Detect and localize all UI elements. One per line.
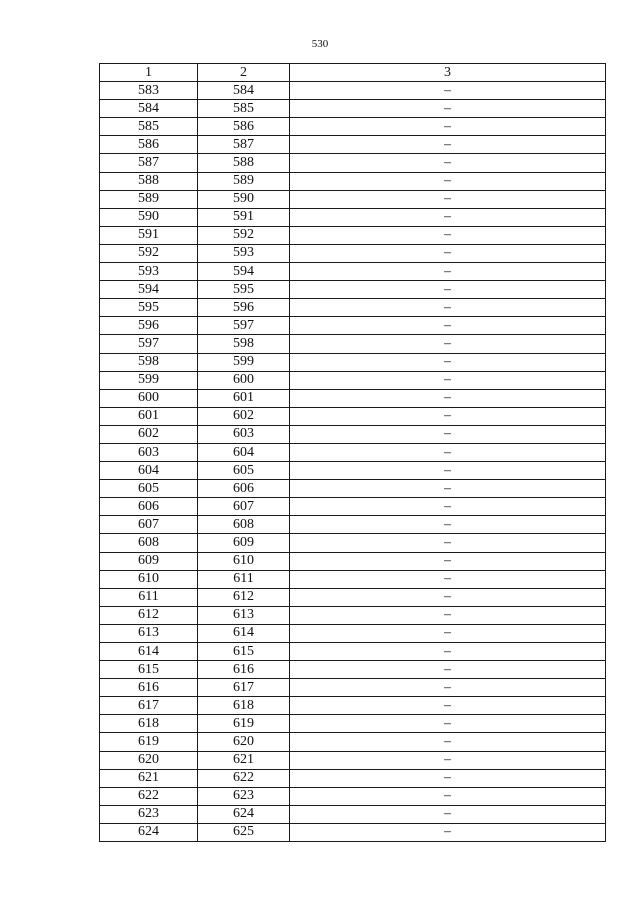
table-cell-col-3: – <box>290 805 606 823</box>
table-row <box>100 498 606 516</box>
table-header <box>100 64 606 82</box>
table-cell-col-2: 611 <box>198 570 290 588</box>
table-cell-col-1: 603 <box>100 443 198 461</box>
table-cell-col-1: 617 <box>100 697 198 715</box>
table-cell-col-2: 597 <box>198 317 290 335</box>
table-cell-col-3: – <box>290 823 606 841</box>
table-cell-col-1: 620 <box>100 751 198 769</box>
table-cell-col-1: 610 <box>100 570 198 588</box>
table-cell-col-3: – <box>290 100 606 118</box>
table-row <box>100 462 606 480</box>
table-row <box>100 624 606 642</box>
table-cell-col-3: – <box>290 335 606 353</box>
table-cell-col-1: 615 <box>100 661 198 679</box>
column-header-2: 2 <box>198 64 290 82</box>
table-cell-col-2: 593 <box>198 244 290 262</box>
table-cell-col-1: 585 <box>100 118 198 136</box>
table-cell-col-2: 598 <box>198 335 290 353</box>
table-row <box>100 733 606 751</box>
table-cell-col-3: – <box>290 172 606 190</box>
table-cell-col-3: – <box>290 534 606 552</box>
table-cell-col-2: 621 <box>198 751 290 769</box>
table-cell-col-1: 599 <box>100 371 198 389</box>
table-cell-col-2: 605 <box>198 462 290 480</box>
table-cell-col-3: – <box>290 570 606 588</box>
table-cell-col-3: – <box>290 407 606 425</box>
table-cell-col-1: 598 <box>100 353 198 371</box>
table-cell-col-2: 584 <box>198 82 290 100</box>
table-cell-col-1: 602 <box>100 425 198 443</box>
table-cell-col-1: 595 <box>100 299 198 317</box>
table-row <box>100 244 606 262</box>
table-cell-col-3: – <box>290 317 606 335</box>
table-cell-col-1: 605 <box>100 480 198 498</box>
table-cell-col-3: – <box>290 208 606 226</box>
table-cell-col-3: – <box>290 263 606 281</box>
table-cell-col-2: 591 <box>198 208 290 226</box>
table-row <box>100 661 606 679</box>
header-row <box>100 64 606 82</box>
table-cell-col-2: 606 <box>198 480 290 498</box>
table-cell-col-3: – <box>290 118 606 136</box>
table-cell-col-1: 590 <box>100 208 198 226</box>
table-cell-col-2: 618 <box>198 697 290 715</box>
table-cell-col-3: – <box>290 751 606 769</box>
table-cell-col-2: 619 <box>198 715 290 733</box>
table-cell-col-3: – <box>290 371 606 389</box>
table-row <box>100 443 606 461</box>
table-row <box>100 588 606 606</box>
page-number: 530 <box>311 38 329 50</box>
table-row <box>100 389 606 407</box>
table-cell-col-1: 619 <box>100 733 198 751</box>
table-cell-col-3: – <box>290 480 606 498</box>
table-row <box>100 787 606 805</box>
table-cell-col-3: – <box>290 588 606 606</box>
table-cell-col-3: – <box>290 244 606 262</box>
table-cell-col-2: 608 <box>198 516 290 534</box>
table-cell-col-3: – <box>290 190 606 208</box>
table-cell-col-2: 615 <box>198 643 290 661</box>
table-row <box>100 353 606 371</box>
table-cell-col-1: 611 <box>100 588 198 606</box>
table-cell-col-1: 621 <box>100 769 198 787</box>
table-cell-col-2: 595 <box>198 281 290 299</box>
table-cell-col-1: 583 <box>100 82 198 100</box>
table-cell-col-1: 593 <box>100 263 198 281</box>
table-row <box>100 208 606 226</box>
table-row <box>100 643 606 661</box>
table-cell-col-2: 616 <box>198 661 290 679</box>
table-cell-col-2: 603 <box>198 425 290 443</box>
table-row <box>100 263 606 281</box>
table-row <box>100 805 606 823</box>
table-cell-col-2: 589 <box>198 172 290 190</box>
table-cell-col-1: 587 <box>100 154 198 172</box>
table-row <box>100 407 606 425</box>
table-cell-col-1: 592 <box>100 244 198 262</box>
table-cell-col-2: 610 <box>198 552 290 570</box>
table-cell-col-1: 589 <box>100 190 198 208</box>
table-cell-col-1: 606 <box>100 498 198 516</box>
table-cell-col-3: – <box>290 299 606 317</box>
table-cell-col-2: 599 <box>198 353 290 371</box>
table-row <box>100 606 606 624</box>
table-row <box>100 100 606 118</box>
table-cell-col-1: 623 <box>100 805 198 823</box>
table-cell-col-2: 600 <box>198 371 290 389</box>
table-row <box>100 317 606 335</box>
table-cell-col-1: 591 <box>100 226 198 244</box>
table-row <box>100 425 606 443</box>
table-row <box>100 769 606 787</box>
table-cell-col-2: 592 <box>198 226 290 244</box>
table-cell-col-3: – <box>290 353 606 371</box>
table-cell-col-1: 597 <box>100 335 198 353</box>
table-cell-col-3: – <box>290 389 606 407</box>
table-cell-col-1: 596 <box>100 317 198 335</box>
table-row <box>100 679 606 697</box>
table-cell-col-2: 614 <box>198 624 290 642</box>
table-row <box>100 172 606 190</box>
table-row <box>100 751 606 769</box>
table-cell-col-2: 596 <box>198 299 290 317</box>
column-header-1: 1 <box>100 64 198 82</box>
table-cell-col-3: – <box>290 679 606 697</box>
table-cell-col-1: 604 <box>100 462 198 480</box>
table-cell-col-3: – <box>290 606 606 624</box>
table-cell-col-2: 588 <box>198 154 290 172</box>
table-cell-col-2: 607 <box>198 498 290 516</box>
table-cell-col-2: 625 <box>198 823 290 841</box>
table-cell-col-1: 616 <box>100 679 198 697</box>
table-cell-col-1: 607 <box>100 516 198 534</box>
table-row <box>100 154 606 172</box>
table-cell-col-2: 617 <box>198 679 290 697</box>
table-cell-col-3: – <box>290 154 606 172</box>
table-cell-col-2: 585 <box>198 100 290 118</box>
table-cell-col-3: – <box>290 769 606 787</box>
table-cell-col-2: 601 <box>198 389 290 407</box>
table-cell-col-3: – <box>290 661 606 679</box>
table-cell-col-1: 594 <box>100 281 198 299</box>
table-cell-col-3: – <box>290 443 606 461</box>
table-cell-col-1: 584 <box>100 100 198 118</box>
table-cell-col-2: 590 <box>198 190 290 208</box>
table-cell-col-2: 612 <box>198 588 290 606</box>
table-cell-col-1: 608 <box>100 534 198 552</box>
table-row <box>100 118 606 136</box>
table-row <box>100 190 606 208</box>
table-row <box>100 371 606 389</box>
table-cell-col-1: 622 <box>100 787 198 805</box>
table-row <box>100 226 606 244</box>
data-table <box>99 63 606 842</box>
table-row <box>100 335 606 353</box>
table-cell-col-1: 586 <box>100 136 198 154</box>
table-cell-col-3: – <box>290 82 606 100</box>
table-cell-col-1: 600 <box>100 389 198 407</box>
table-row <box>100 516 606 534</box>
table-cell-col-1: 612 <box>100 606 198 624</box>
table-row <box>100 82 606 100</box>
column-header-3: 3 <box>290 64 606 82</box>
table-row <box>100 715 606 733</box>
table-row <box>100 552 606 570</box>
table-cell-col-2: 624 <box>198 805 290 823</box>
table-cell-col-2: 594 <box>198 263 290 281</box>
table-cell-col-1: 614 <box>100 643 198 661</box>
table-cell-col-2: 587 <box>198 136 290 154</box>
table-cell-col-1: 588 <box>100 172 198 190</box>
table-cell-col-1: 601 <box>100 407 198 425</box>
table-cell-col-2: 586 <box>198 118 290 136</box>
table-cell-col-2: 623 <box>198 787 290 805</box>
table-row <box>100 299 606 317</box>
table-cell-col-2: 620 <box>198 733 290 751</box>
table-cell-col-1: 613 <box>100 624 198 642</box>
table-row <box>100 480 606 498</box>
table-cell-col-3: – <box>290 281 606 299</box>
table-row <box>100 570 606 588</box>
table-body <box>100 82 606 842</box>
table-cell-col-1: 609 <box>100 552 198 570</box>
table-cell-col-2: 604 <box>198 443 290 461</box>
table-cell-col-3: – <box>290 498 606 516</box>
table-cell-col-3: – <box>290 643 606 661</box>
table-cell-col-3: – <box>290 697 606 715</box>
table-cell-col-3: – <box>290 462 606 480</box>
table-row <box>100 136 606 154</box>
table-row <box>100 697 606 715</box>
table-cell-col-3: – <box>290 516 606 534</box>
table-cell-col-3: – <box>290 733 606 751</box>
table-cell-col-2: 609 <box>198 534 290 552</box>
table-cell-col-3: – <box>290 552 606 570</box>
table-cell-col-3: – <box>290 136 606 154</box>
table-cell-col-2: 613 <box>198 606 290 624</box>
table-cell-col-1: 624 <box>100 823 198 841</box>
table-row <box>100 534 606 552</box>
table-cell-col-3: – <box>290 715 606 733</box>
table-cell-col-3: – <box>290 226 606 244</box>
table-cell-col-3: – <box>290 787 606 805</box>
table-cell-col-3: – <box>290 624 606 642</box>
table-cell-col-2: 622 <box>198 769 290 787</box>
table-cell-col-3: – <box>290 425 606 443</box>
table-cell-col-1: 618 <box>100 715 198 733</box>
table-row <box>100 823 606 841</box>
table-row <box>100 281 606 299</box>
table-cell-col-2: 602 <box>198 407 290 425</box>
